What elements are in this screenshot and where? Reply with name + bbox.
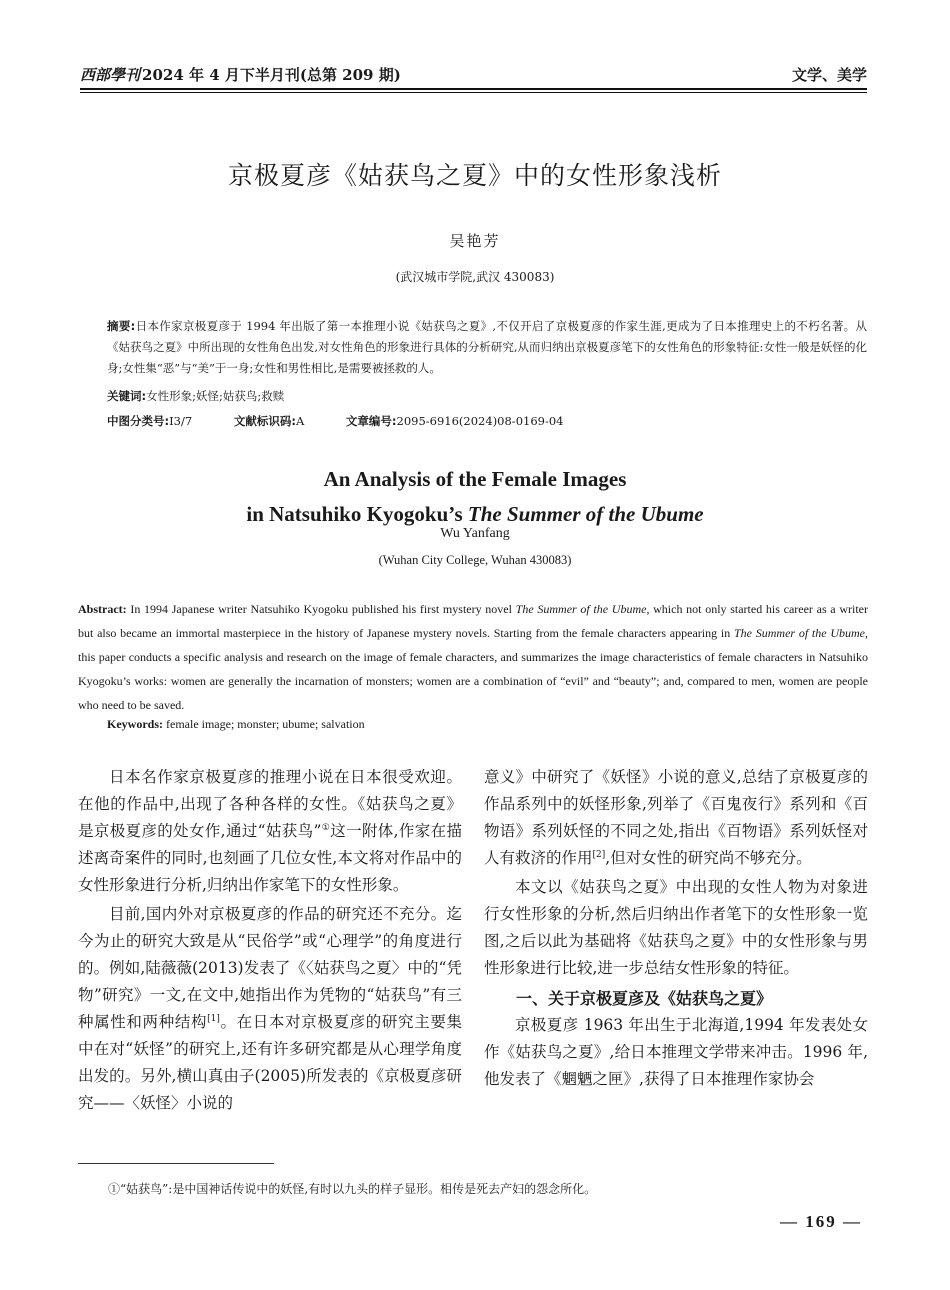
abstract-en-italic1: The Summer of the Ubume [515,602,647,616]
p2-text-a: 目前,国内外对京极夏彦的作品的研究还不充分。迄今为止的研究大致是从“民俗学”或“心理学”的角度进行的。例如,陆薇薇(2013)发表了《〈姑获鸟之夏〉中的“凭物”研究》一文,在文中,她指出作为凭物的“姑获鸟”有三种属性和两种结构 [78,905,462,1031]
body-paragraph [78,901,462,1117]
clc-value: I3/7 [169,414,193,428]
citation-ref[interactable]: [2] [592,849,606,860]
running-header-left [80,64,401,85]
p3-text-a: 意义》中研究了《妖怪》小说的意义,总结了京极夏彦的作品系列中的妖怪形象,列举了《百鬼夜行》系列和《百物语》系列妖怪的不同之处,指出《百物语》系列妖怪对人有救济的作用 [484,768,868,867]
section-name: 文学、美学 [791,66,867,84]
journal-logo: 西部學刊 [80,66,141,84]
keywords-en-label: Keywords: [107,717,163,731]
keywords-cn [107,388,284,404]
citation-ref[interactable]: [1] [207,1013,220,1024]
p1-text-b: 这一附体,作家在描述离奇案件的同时,也刻画了几位女性,本文将对作品中的女性形象进行分析,归纳出作家笔下的女性形象。 [78,822,462,894]
affiliation-en: (Wuhan City College, Wuhan 430083) [378,553,572,567]
footnote: ①“姑获鸟”:是中国神话传说中的妖怪,有时以九头的样子显形。相传是死去产妇的怨念所化。 [108,1182,597,1196]
body-paragraph [78,764,462,899]
doc-code-value: A [295,414,305,428]
title-en-line2-italic: The Summer of the Ubume [467,502,704,526]
affiliation-cn: (武汉城市学院,武汉 430083) [395,270,555,284]
body-paragraph [484,764,868,872]
title-en-line1: An Analysis of the Female Images [323,467,627,491]
abstract-cn [107,316,867,379]
article-number-label: 文章编号: [345,414,397,428]
abstract-en [78,597,868,717]
p2-text-b: 。在日本对京极夏彦的研究主要集中在对“妖怪”的研究上,还有许多研究都是从心理学角度出发的。另外,横山真由子(2005)所发表的《京极夏彦研究——〈妖怪〉小说的 [78,1013,462,1112]
abstract-en-part2: , which not only started his career as a writer but also became an immortal masterpiece in the history of Japanese mystery novels. Starting from the female characters appearing in [78,602,868,640]
abstract-en-italic2: The Summer of the Ubume [733,626,866,640]
footnote-divider [78,1163,274,1164]
body-paragraph: 京极夏彦 1963 年出生于北海道,1994 年发表处女作《姑获鸟之夏》,给日本推理文学带来冲击。1996 年,他发表了《魍魉之匣》,获得了日本推理作家协会 [484,1016,868,1088]
abstract-cn-label: 摘要: [107,319,136,333]
classification-info [107,413,563,429]
body-column-right [484,764,868,1095]
doc-code-label: 文献标识码: [233,414,296,428]
keywords-cn-text: 女性形象;妖怪;姑获鸟;救赎 [146,389,285,403]
author-cn: 吴艳芳 [449,232,501,250]
paper-title-en [0,462,950,532]
clc-label: 中图分类号: [107,414,170,428]
page-number: — 169 — [780,1212,862,1231]
section-heading: 一、关于京极夏彦及《姑获鸟之夏》 [516,989,773,1008]
footnote-marker[interactable]: ① [321,822,331,833]
header-rule-thick [80,88,867,90]
p3-text-b: ,但对女性的研究尚不够充分。 [605,849,812,867]
body-paragraph: 本文以《姑获鸟之夏》中出现的女性人物为对象进行女性形象的分析,然后归纳出作者笔下的女性形象一览图,之后以此为基础将《姑获鸟之夏》中的女性形象与男性形象进行比较,进一步总结女性形象的特征。 [484,878,868,977]
keywords-en [107,717,365,732]
abstract-en-label: Abstract: [78,602,127,616]
p1-text-a: 日本名作家京极夏彦的推理小说在日本很受欢迎。在他的作品中,出现了各种各样的女性。《姑获鸟之夏》是京极夏彦的处女作,通过“姑获鸟” [78,768,462,840]
author-en: Wu Yanfang [440,526,510,541]
paper-title-cn: 京极夏彦《姑获鸟之夏》中的女性形象浅析 [227,161,722,190]
abstract-en-part1: In 1994 Japanese writer Natsuhiko Kyogoku published his first mystery novel [126,602,516,616]
keywords-cn-label: 关键词: [107,389,147,403]
issue-info: 2024 年 4 月下半月刊(总第 209 期) [142,66,401,84]
keywords-en-text: female image; monster; ubume; salvation [163,717,365,731]
article-number-value: 2095-6916(2024)08-0169-04 [396,414,564,428]
abstract-en-part3: , this paper conducts a specific analysis and research on the image of female characters, and summarizes the image characteristics of female characters in Natsuhiko Kyogoku’s works: women are generally the incarnation of monsters; women are a combination of “evil” and “beauty”; and, compared to men, women are people who need to be saved. [78,626,869,712]
header-rule-thin [80,92,867,93]
title-en-line2-prefix: in Natsuhiko Kyogoku’s [246,502,468,526]
body-column-left [78,764,462,1119]
abstract-cn-text: 日本作家京极夏彦于 1994 年出版了第一本推理小说《姑获鸟之夏》,不仅开启了京极夏彦的作家生涯,更成为了日本推理史上的不朽名著。从《姑获鸟之夏》中所出现的女性角色出发,对女性角色的形象进行具体的分析研究,从而归纳出京极夏彦笔下的女性角色的形象特征:女性一般是妖怪的化身;女性集“恶”与“美”于一身;女性和男性相比,是需要被拯救的人。 [107,319,867,375]
